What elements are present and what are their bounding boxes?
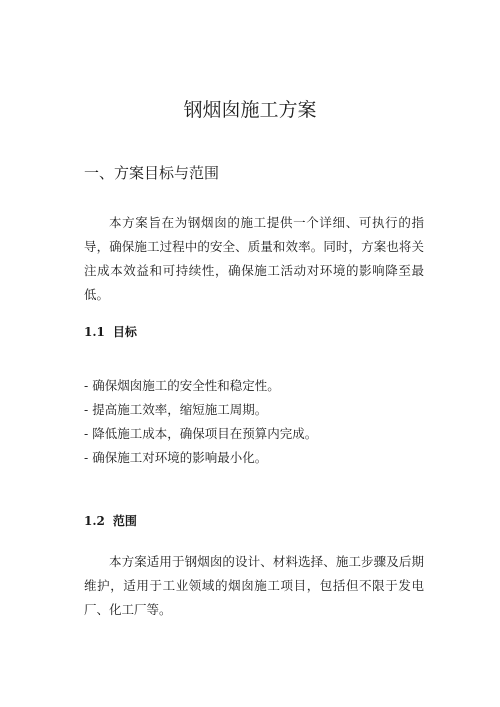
scope-heading-text: 范围 [112,514,137,528]
scope-paragraph: 本方案适用于钢烟囱的设计、材料选择、施工步骤及后期维护，适用于工业领域的烟囱施工项目，包括但不限于发电厂、化工厂等。 [84,554,424,617]
list-item: - 提高施工效率，缩短施工周期。 [84,402,268,417]
document-title: 钢烟囱施工方案 [183,99,317,121]
list-item: - 降低施工成本，确保项目在预算内完成。 [84,426,318,441]
goals-heading-text: 目标 [112,325,137,339]
list-item: - 确保施工对环境的影响最小化。 [84,450,268,465]
intro-paragraph: 本方案旨在为钢烟囱的施工提供一个详细、可执行的指导，确保施工过程中的安全、质量和效率。同时，方案也将关注成本效益和可持续性，确保施工活动对环境的影响降至最低。 [84,215,424,302]
goals-list [84,374,317,470]
goals-heading [84,323,137,341]
section-heading: 一、方案目标与范围 [84,164,220,182]
scope-heading [84,512,137,530]
list-item: - 确保烟囱施工的安全性和稳定性。 [84,378,280,393]
scope-number: 1.2 [84,514,105,528]
goals-number: 1.1 [84,325,105,339]
